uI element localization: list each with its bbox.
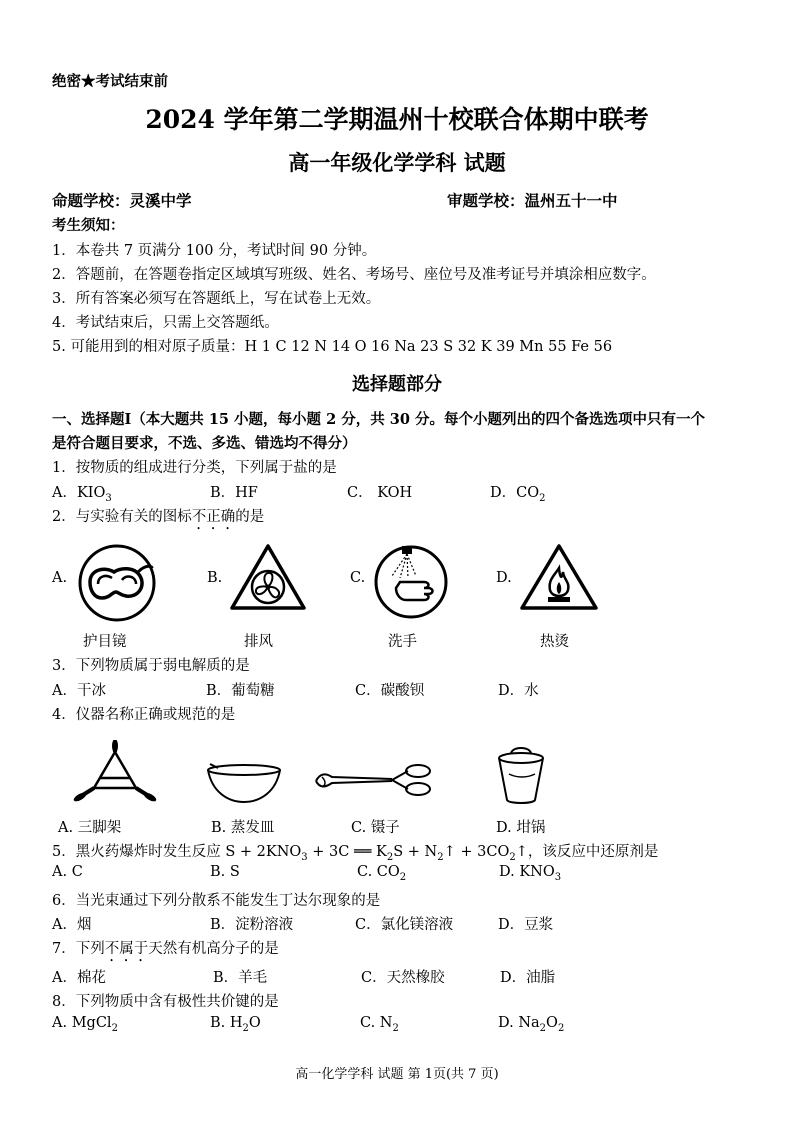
evaporating-dish-icon bbox=[204, 762, 284, 806]
q8-stem: 8．下列物质中含有极性共价键的是 bbox=[52, 994, 279, 1010]
q3-stem: 3．下列物质属于弱电解质的是 bbox=[52, 658, 250, 674]
q7-option-b: B．羊毛 bbox=[213, 970, 268, 986]
q3-option-b: B．葡萄糖 bbox=[206, 683, 275, 699]
section-instruction-1: 一、选择题Ⅰ（本大题共 15 小题，每小题 2 分，共 30 分。每个小题列出的四个备选选项中只有一个 bbox=[52, 411, 706, 428]
q4-stem: 4．仪器名称正确或规范的是 bbox=[52, 707, 236, 723]
q6-stem: 6．当光束通过下列分散系不能发生丁达尔现象的是 bbox=[52, 893, 381, 909]
q5-stem: 5．黑火药爆炸时发生反应 $S + 2KNO_3 + 3C$ ══ $K_2S$ + $N_2↑$ + $3CO_2↑$，该反应中还原剂是 bbox=[52, 844, 659, 863]
q3-option-a: A．干冰 bbox=[52, 683, 106, 699]
notice-item-4: 4．考试结束后，只需上交答题纸。 bbox=[52, 315, 279, 331]
section-title: 选择题部分 bbox=[352, 374, 442, 395]
q5-option-a: A. C bbox=[52, 864, 83, 880]
q2-caption-a: 护目镜 bbox=[83, 634, 127, 650]
q4-caption-c: C. 镊子 bbox=[351, 820, 400, 836]
q7-option-c: C．天然橡胶 bbox=[361, 970, 445, 986]
q6-option-a: A．烟 bbox=[52, 917, 92, 933]
q1-option-b: B．HF bbox=[210, 485, 258, 501]
goggles-icon bbox=[76, 542, 158, 624]
setter-school: 命题学校：灵溪中学 bbox=[52, 191, 192, 210]
q3-option-c: C．碳酸钡 bbox=[355, 683, 425, 699]
tripod-icon bbox=[70, 740, 160, 810]
q2-caption-d: 热烫 bbox=[540, 634, 569, 650]
q6-option-c: C．氯化镁溶液 bbox=[355, 917, 454, 933]
q1-option-d: D．$CO_2$ bbox=[490, 485, 546, 504]
reviewer-school: 审题学校：温州五十一中 bbox=[447, 191, 618, 210]
hot-flame-icon bbox=[518, 542, 600, 614]
notice-item-3: 3．所有答案必须写在答题纸上，写在试卷上无效。 bbox=[52, 291, 381, 307]
q1-stem: 1．按物质的组成进行分类，下列属于盐的是 bbox=[52, 460, 337, 476]
exam-title: 2024 学年第二学期温州十校联合体期中联考 bbox=[145, 105, 649, 134]
page-footer: 高一化学学科 试题 第 1页(共 7 页) bbox=[295, 1067, 499, 1082]
q8-option-a: A. MgCl$_2$ bbox=[52, 1015, 118, 1034]
q7-option-d: D．油脂 bbox=[500, 970, 556, 986]
crucible-tongs-icon bbox=[312, 763, 436, 797]
q2-label-c: C. bbox=[350, 570, 366, 586]
q4-caption-a: A. 三脚架 bbox=[58, 820, 122, 836]
q2-label-a: A. bbox=[52, 570, 68, 586]
q8-option-c: C. $N_2$ bbox=[360, 1015, 399, 1034]
q2-label-b: B. bbox=[207, 570, 223, 586]
q5-option-d: D. $KNO_3$ bbox=[499, 864, 562, 883]
exam-subtitle: 高一年级化学学科 试题 bbox=[288, 150, 506, 175]
q7-stem: 7．下列不属于天然有机高分子的是 bbox=[52, 941, 279, 957]
q8-option-d: D. $Na_2O_2$ bbox=[498, 1015, 565, 1034]
handwash-icon bbox=[372, 542, 450, 620]
q6-option-b: B．淀粉溶液 bbox=[210, 917, 294, 933]
q5-option-b: B. S bbox=[210, 864, 240, 880]
q8-option-b: B. $H_2O$ bbox=[210, 1015, 261, 1034]
q4-caption-d: D. 坩锅 bbox=[496, 820, 546, 836]
section-instruction-2: 是符合题目要求，不选、多选、错选均不得分） bbox=[52, 435, 357, 452]
q1-option-a: A．$KIO_3$ bbox=[52, 485, 112, 504]
q2-caption-c: 洗手 bbox=[388, 634, 417, 650]
q7-option-a: A．棉花 bbox=[52, 970, 106, 986]
notice-item-2: 2．答题前，在答题卷指定区域填写班级、姓名、考场号、座位号及准考证号并填涂相应数字。 bbox=[52, 267, 656, 283]
notice-item-5: 5. 可能用到的相对原子质量：H 1 C 12 N 14 O 16 Na 23 S 32 K 39 Mn 55 Fe 56 bbox=[52, 339, 613, 355]
notice-item-1: 1．本卷共 7 页满分 100 分，考试时间 90 分钟。 bbox=[52, 243, 377, 259]
q1-option-c: C． KOH bbox=[347, 485, 413, 501]
q4-caption-b: B. 蒸发皿 bbox=[211, 820, 275, 836]
crucible-icon bbox=[493, 744, 549, 808]
q2-caption-b: 排风 bbox=[244, 634, 273, 650]
secret-label: 绝密★考试结束前 bbox=[52, 73, 168, 90]
q2-label-d: D. bbox=[496, 570, 512, 586]
q5-option-c: C. $CO_2$ bbox=[357, 864, 407, 883]
q3-option-d: D．水 bbox=[498, 683, 539, 699]
notice-heading: 考生须知： bbox=[52, 217, 125, 234]
fan-icon bbox=[228, 542, 308, 614]
q2-stem: 2．与实验有关的图标不正确的是 bbox=[52, 509, 265, 525]
q6-option-d: D．豆浆 bbox=[498, 917, 554, 933]
